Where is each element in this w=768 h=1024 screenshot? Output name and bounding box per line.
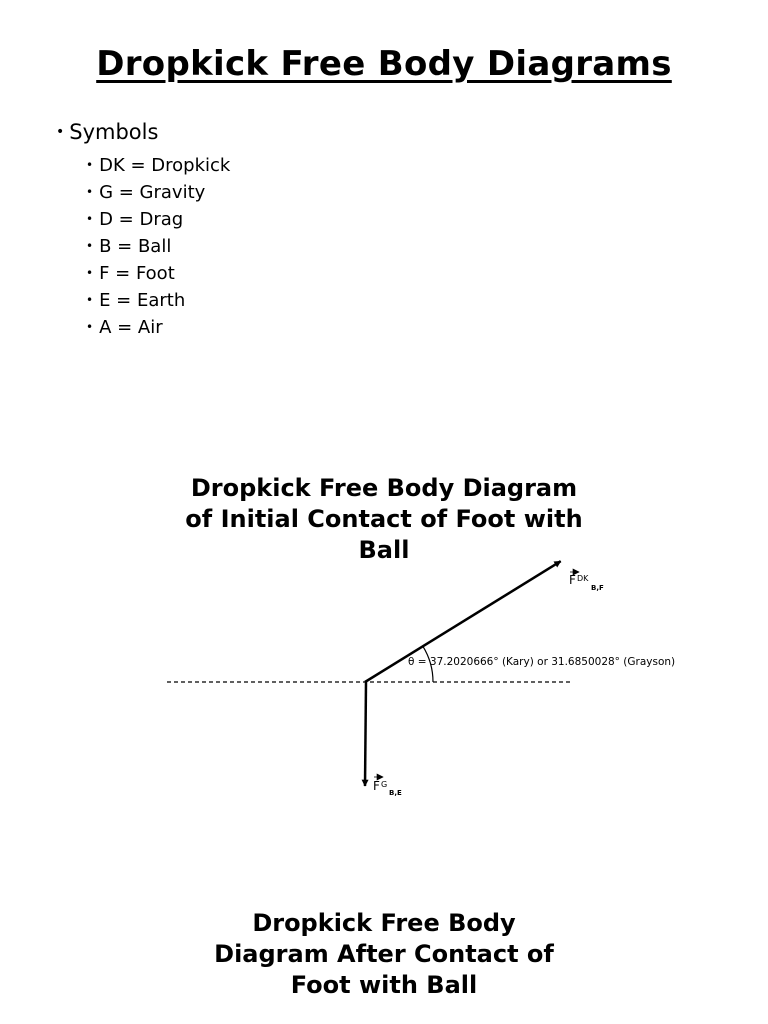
bullet-icon: • xyxy=(86,320,94,334)
bullet-icon: • xyxy=(86,212,94,226)
bullet-icon: • xyxy=(86,158,94,172)
svg-text:B,F: B,F xyxy=(591,584,604,592)
page-title: Dropkick Free Body Diagrams xyxy=(96,44,672,84)
bullet-icon: • xyxy=(56,124,65,140)
list-item: • A = Air xyxy=(86,317,163,338)
list-item: • DK = Dropkick xyxy=(86,155,231,176)
list-item: • E = Earth xyxy=(86,290,186,311)
bullet-icon: • xyxy=(86,266,94,280)
section-title-after-contact: Dropkick Free Body Diagram After Contact of Foot with Ball xyxy=(214,909,554,999)
free-body-diagram xyxy=(0,560,768,810)
list-item: • D = Drag xyxy=(86,209,184,230)
symbol-items xyxy=(86,152,230,341)
svg-text:G: G xyxy=(381,780,388,789)
svg-text:F: F xyxy=(569,573,576,587)
dropkick-force-label xyxy=(569,572,604,592)
bullet-icon: • xyxy=(86,239,94,253)
section-title-initial-contact: Dropkick Free Body Diagram of Initial Contact of Foot with Ball xyxy=(185,474,583,564)
symbols-heading: • Symbols xyxy=(56,120,159,144)
list-item: • G = Gravity xyxy=(86,182,206,203)
bullet-icon: • xyxy=(86,293,94,307)
svg-text:F: F xyxy=(373,779,380,793)
symbols-list xyxy=(56,118,230,341)
gravity-force-arrow xyxy=(365,682,366,786)
gravity-force-label xyxy=(373,777,402,797)
list-item: • B = Ball xyxy=(86,236,172,257)
bullet-icon: • xyxy=(86,185,94,199)
list-item: • F = Foot xyxy=(86,263,175,284)
angle-label: θ = 37.2020666° (Kary) or 31.6850028° (Grayson) xyxy=(408,656,676,668)
svg-text:DK: DK xyxy=(577,574,589,583)
svg-text:B,E: B,E xyxy=(389,789,402,797)
